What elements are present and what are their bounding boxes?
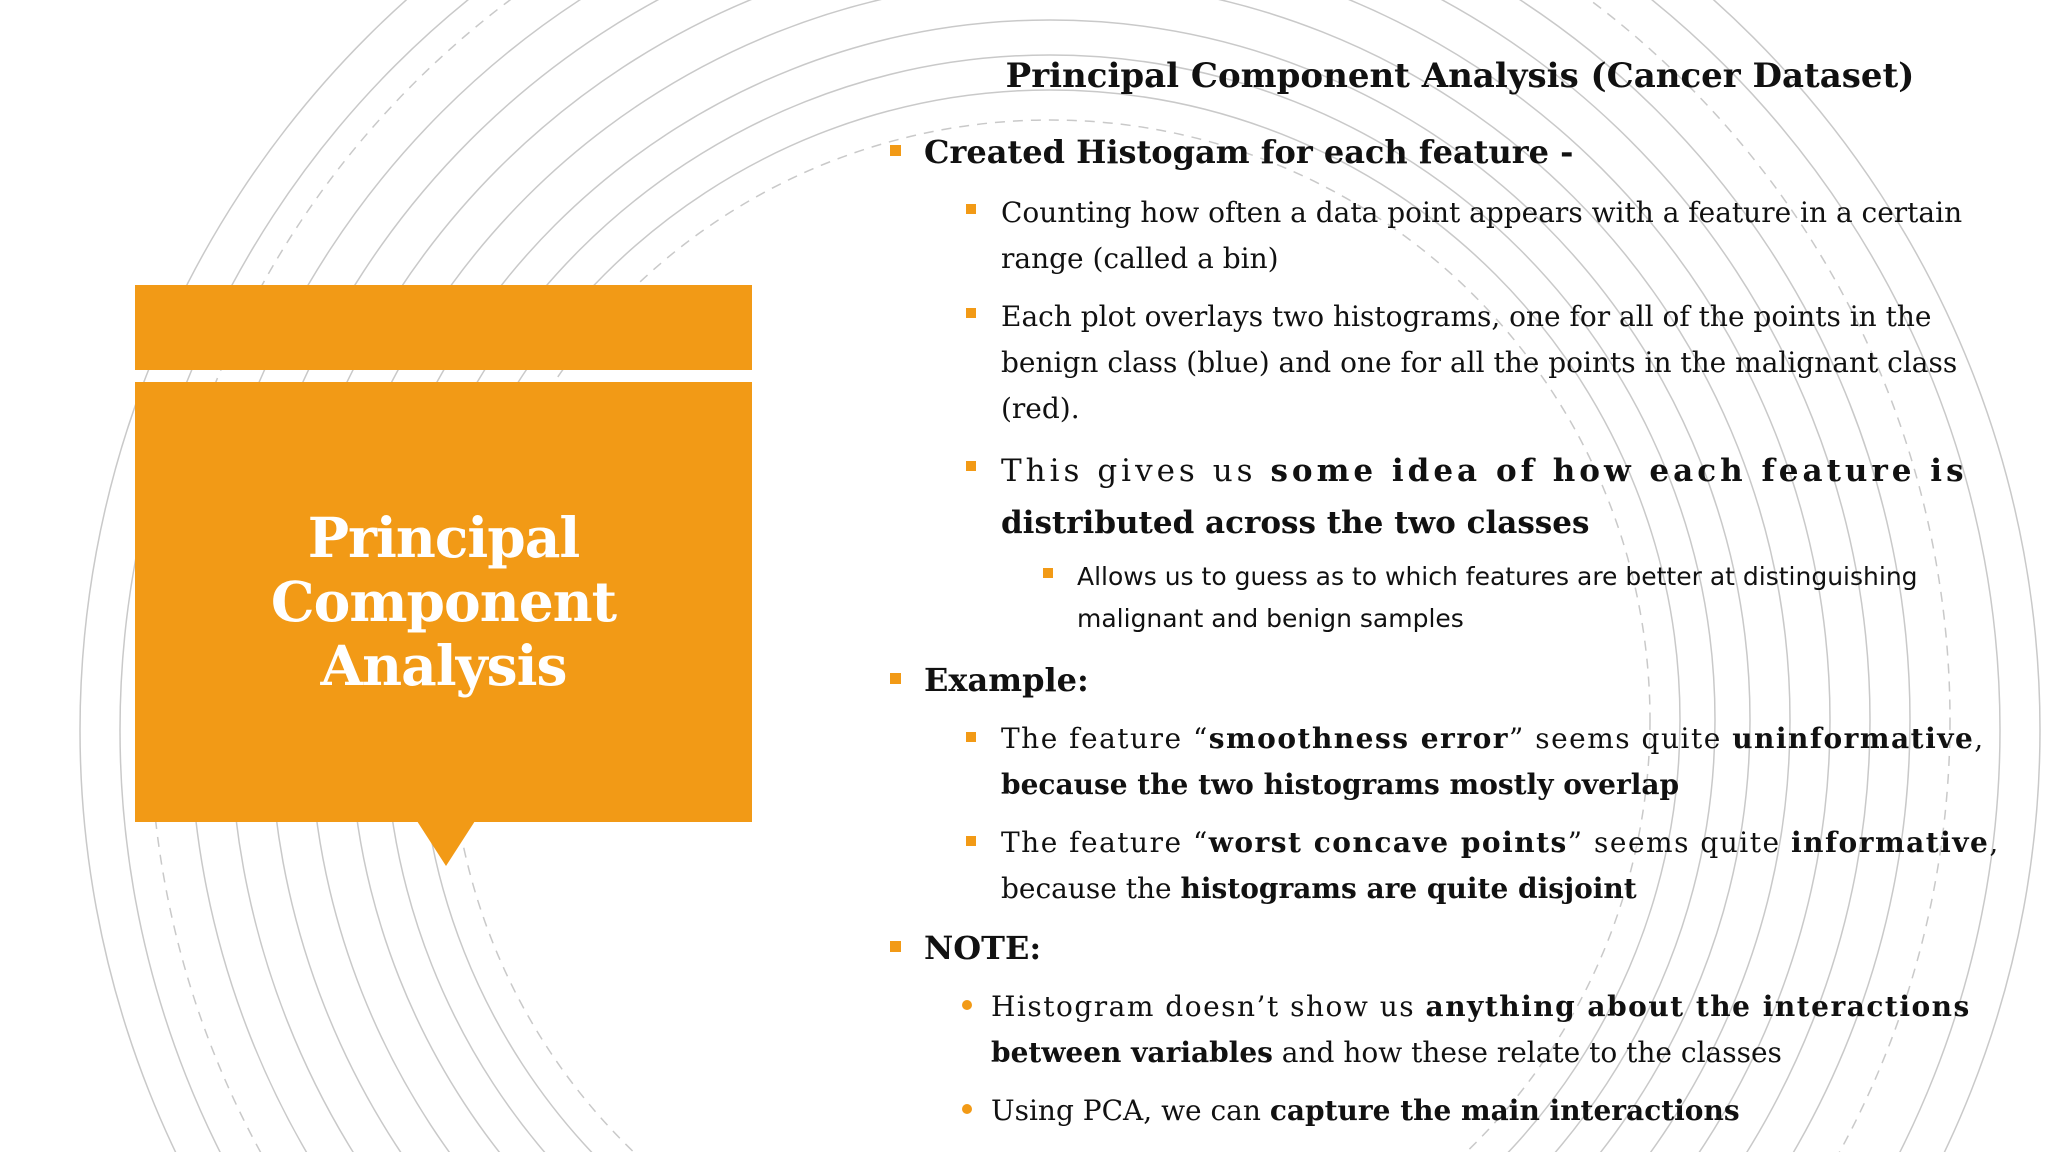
bullet-square-icon — [890, 673, 901, 684]
bullet-dot-icon — [962, 1104, 972, 1114]
distribution-plain: This gives us — [1001, 453, 1271, 489]
title-callout-pointer — [417, 821, 475, 866]
title-card-text: Principal Component Analysis — [270, 505, 617, 698]
title-accent-bar — [135, 285, 752, 370]
reason: because the two histograms mostly overlap — [1001, 768, 1680, 801]
emphasis: capture the main interactions — [1269, 1094, 1740, 1127]
emphasis: between variables — [991, 1036, 1273, 1069]
text-span: Histogram doesn’t show us — [991, 990, 1426, 1023]
bullet-square-icon — [966, 836, 976, 846]
distribution-bold-2: distributed across the two classes — [1001, 505, 1590, 541]
bullet-square-icon — [966, 732, 976, 742]
example-concave — [1001, 820, 2011, 912]
bullet-square-icon — [890, 145, 901, 156]
text-span: The feature “ — [1001, 722, 1209, 755]
section-note: NOTE: — [924, 929, 1042, 967]
bullet-dot-icon — [962, 1000, 972, 1010]
verdict: informative — [1790, 826, 1990, 859]
text-span: because the — [1001, 872, 1181, 905]
text-span: , — [1974, 722, 1985, 755]
text-span: and how these relate to the classes — [1272, 1036, 1782, 1069]
section-created-histogram: Created Histogam for each feature - — [924, 133, 1574, 171]
feature-name: smoothness error — [1208, 722, 1509, 755]
distribution-bold: some idea of how each feature is — [1270, 453, 1968, 489]
feature-name: worst concave points — [1208, 826, 1568, 859]
example-smoothness — [1001, 716, 2011, 808]
note-pca — [991, 1088, 2011, 1134]
bullet-square-icon — [1043, 568, 1053, 578]
text-span: ” seems quite — [1509, 722, 1733, 755]
text-span: The feature “ — [1001, 826, 1209, 859]
bullet-square-icon — [890, 941, 901, 952]
bullet-distribution — [1001, 445, 2007, 549]
reason: histograms are quite disjoint — [1180, 872, 1637, 905]
note-histogram — [991, 984, 2011, 1076]
slide-heading: Principal Component Analysis (Cancer Dataset) — [1005, 56, 1915, 96]
bullet-square-icon — [966, 308, 976, 318]
text-span: , — [1989, 826, 2000, 859]
text-span: Using PCA, we can — [991, 1094, 1270, 1127]
bullet-square-icon — [966, 461, 976, 471]
title-card — [135, 382, 752, 822]
emphasis: anything about the interactions — [1425, 990, 1971, 1023]
sub-bullet-guess: Allows us to guess as to which features are better at distinguishing malignant and benign samples — [1077, 562, 1918, 633]
verdict: uninformative — [1732, 722, 1975, 755]
text-span: ” seems quite — [1567, 826, 1791, 859]
bullet-overlays: Each plot overlays two histograms, one for all of the points in the benign class (blue) and one for all the points in the malignant class (red). — [1001, 300, 1958, 425]
section-example: Example: — [924, 661, 1089, 699]
bullet-square-icon — [966, 204, 976, 214]
bullet-counting: Counting how often a data point appears with a feature in a certain range (called a bin) — [1001, 196, 1963, 275]
